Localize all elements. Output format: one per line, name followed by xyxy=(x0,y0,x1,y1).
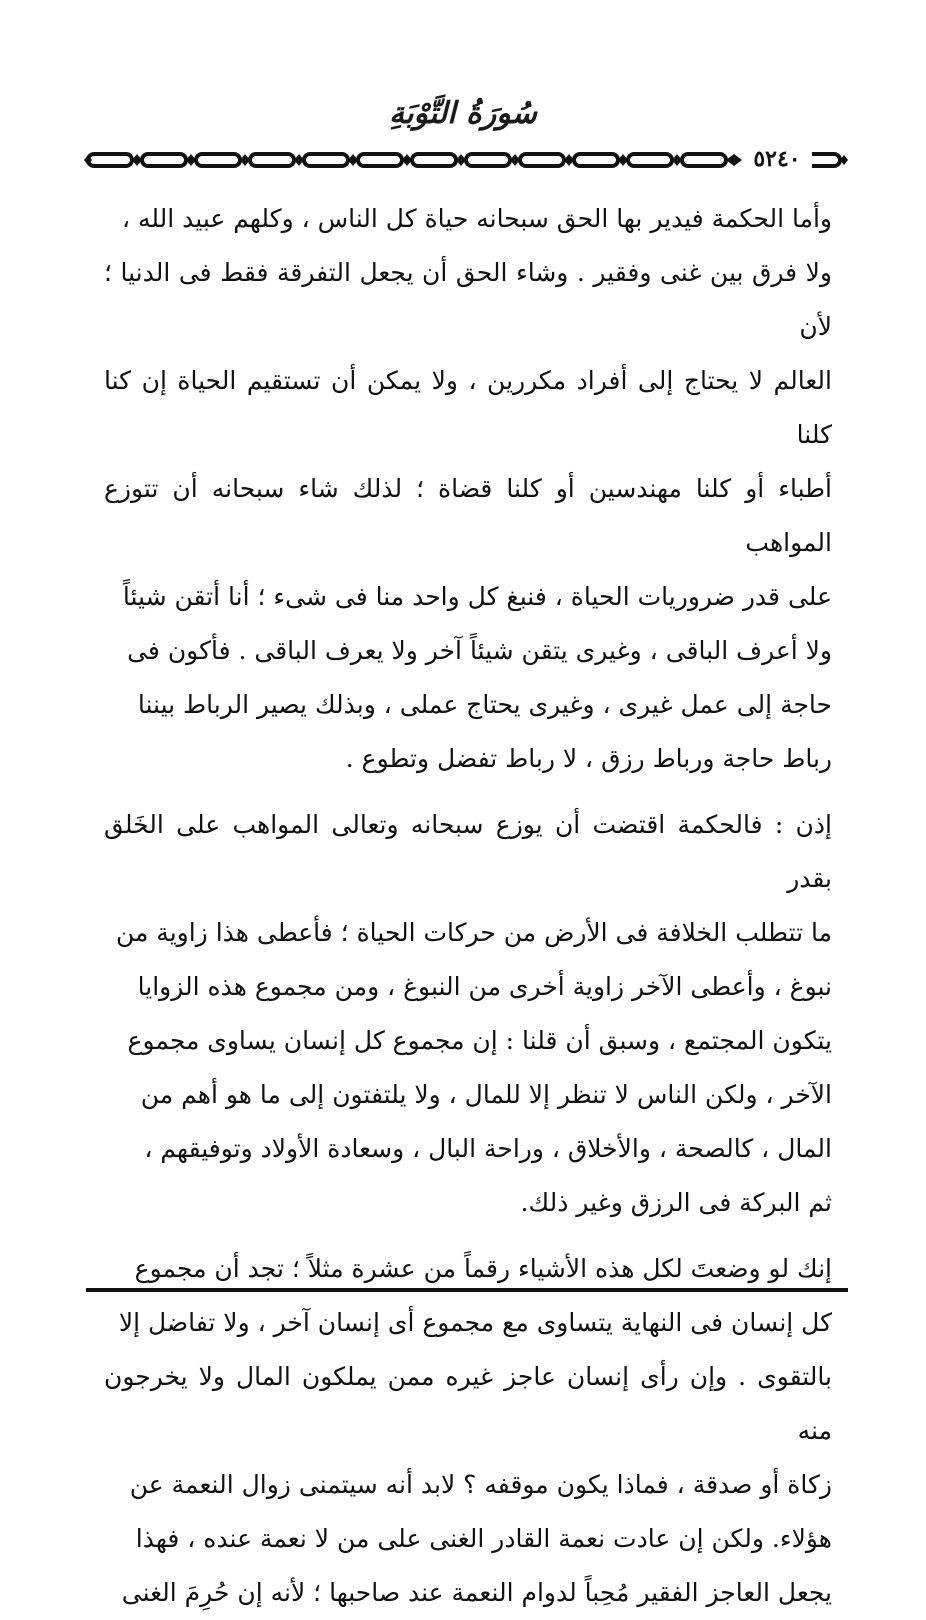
text-line: وأما الحكمة فيدير بها الحق سبحانه حياة كل الناس ، وكلهم عبيد الله ، xyxy=(121,204,832,233)
surah-title: سُورَةُ التَّوْبَةِ xyxy=(389,96,537,131)
text-line: ولا أعرف الباقى ، وغيرى يتقن شيئاً آخر ولا يعرف الباقى . فأكون فى xyxy=(127,636,832,665)
text-line: نبوغ ، وأعطى الآخر زاوية أخرى من النبوغ ، ومن مجموع هذه الزوايا xyxy=(137,972,832,1001)
paragraph xyxy=(104,1242,832,1620)
footer-rule xyxy=(86,1288,848,1292)
text-line: يجعل العاجز الفقير مُحِباً لدوام النعمة عند صاحبها ؛ لأنه إن حُرِمَ الغنى xyxy=(121,1578,832,1607)
text-line: الآخر ، ولكن الناس لا تنظر إلا للمال ، ولا يلتفتون إلى ما هو أهم من xyxy=(140,1080,832,1109)
text-line: إذن : فالحكمة اقتضت أن يوزع سبحانه وتعالى المواهب على الخَلق بقدر xyxy=(104,810,832,893)
text-line: ولا فرق بين غنى وفقير . وشاء الحق أن يجعل التفرقة فقط فى الدنيا ؛ لأن xyxy=(104,258,832,341)
text-line: المال ، كالصحة ، والأخلاق ، وراحة البال ، وسعادة الأولاد وتوفيقهم ، xyxy=(144,1134,832,1163)
ornamental-header-band xyxy=(84,148,848,172)
text-line: رباط حاجة ورباط رزق ، لا رباط تفضل وتطوع . xyxy=(345,744,832,773)
page-number: ٥٢٤٠ xyxy=(742,146,812,172)
page-body xyxy=(104,192,832,1620)
text-line: ما تتطلب الخلافة فى الأرض من حركات الحياة ؛ فأعطى هذا زاوية من xyxy=(115,918,832,947)
text-line: حاجة إلى عمل غيرى ، وغيرى يحتاج عملى ، وبذلك يصير الرباط بيننا xyxy=(137,690,832,719)
paragraph xyxy=(104,192,832,786)
text-line: إنك لو وضعتَ لكل هذه الأشياء رقماً من عشرة مثلاً ؛ تجد أن مجموع xyxy=(134,1254,832,1283)
text-line: كل إنسان فى النهاية يتساوى مع مجموع أى إنسان آخر ، ولا تفاضل إلا xyxy=(118,1308,832,1337)
paragraph xyxy=(104,798,832,1230)
text-line: يتكون المجتمع ، وسبق أن قلنا : إن مجموع كل إنسان يساوى مجموع xyxy=(127,1026,832,1055)
text-line: على قدر ضروريات الحياة ، فنبغ كل واحد منا فى شىء ؛ أنا أتقن شيئاً xyxy=(122,582,832,611)
text-line: العالم لا يحتاج إلى أفراد مكررين ، ولا يمكن أن تستقيم الحياة إن كنا كلنا xyxy=(104,366,832,449)
text-line: زكاة أو صدقة ، فماذا يكون موقفه ؟ لابد أنه سيتمنى زوال النعمة عن xyxy=(129,1470,832,1499)
text-line: أطباء أو كلنا مهندسين أو كلنا قضاة ؛ لذلك شاء سبحانه أن تتوزع المواهب xyxy=(104,474,832,557)
text-line: ثم البركة فى الرزق وغير ذلك. xyxy=(520,1188,832,1217)
text-line: هؤلاء. ولكن إن عادت نعمة القادر الغنى على من لا نعمة عنده ، فهذا xyxy=(135,1524,832,1553)
text-line: بالتقوى . وإن رأى إنسان عاجز غيره ممن يملكون المال ولا يخرجون منه xyxy=(104,1362,832,1445)
